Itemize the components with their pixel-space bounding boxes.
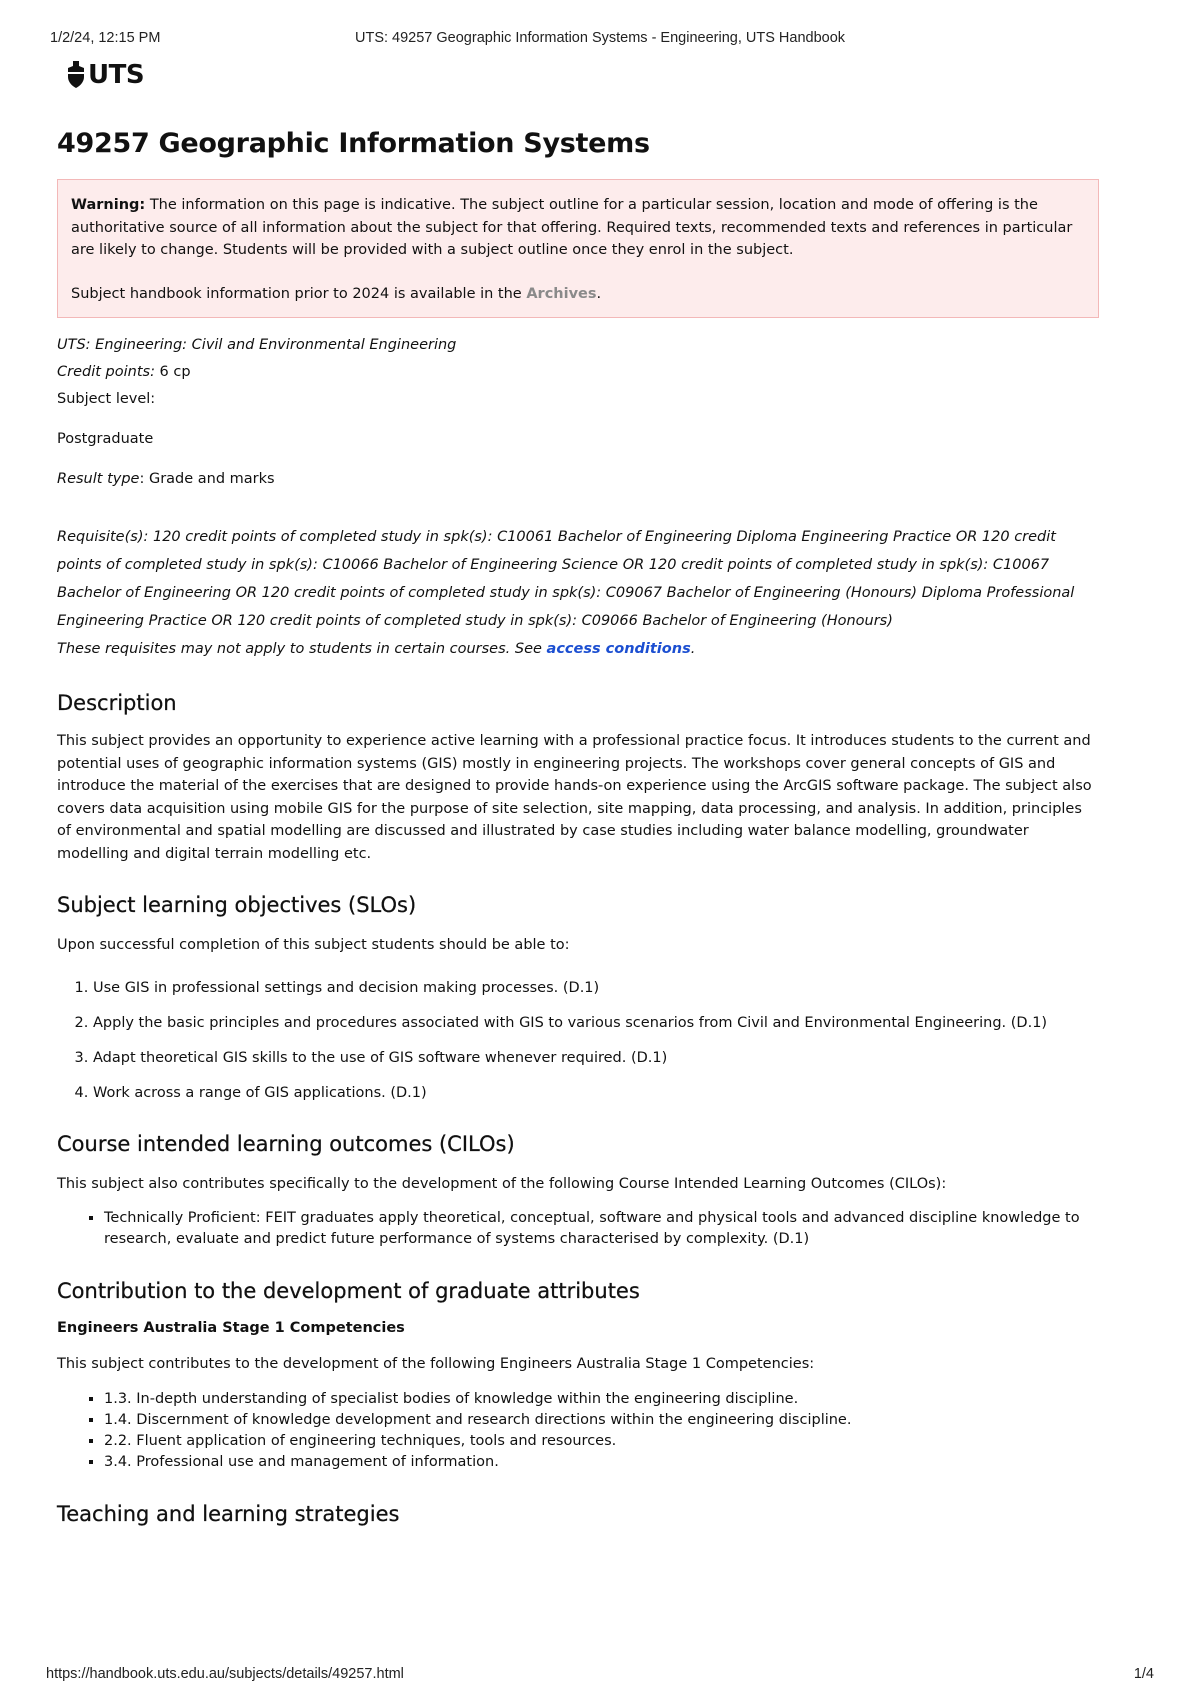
graduate-attributes-section [57,1276,1099,1473]
list-item: ▪ 1.4. Discernment of knowledge development and research directions within the engineering discipline. [104,1410,1099,1431]
warning-body: The information on this page is indicative. The subject outline for a particular session, location and mode of offering is the authoritative source of all information about the subject for that offering. Required texts, recommended texts and references in particular are likely to change. Students will be provided with a subject outline once they enrol in the subject. [71,197,1073,258]
cilo-intro: This subject also contributes specifically to the development of the following Course Intended Learning Outcomes (CILOs): [57,1175,947,1192]
print-doc-title: UTS: 49257 Geographic Information Systems - Engineering, UTS Handbook [354,30,846,46]
print-header [50,30,1150,50]
faculty-line [57,332,1099,359]
access-conditions-link[interactable]: access conditions [546,641,691,657]
main-content [57,124,1099,1529]
logo-text: UTS [88,60,145,90]
warning-text [71,194,1084,262]
credit-label: Credit points: [57,364,155,380]
requisites [57,523,1099,663]
level-label: Subject level: [57,391,156,407]
cilo-heading: Course intended learning outcomes (CILOs) [57,1131,515,1156]
list-item: 4. Work across a range of GIS applications. (D.1) [93,1083,1099,1104]
requisites-note-suffix: . [690,641,696,657]
warning-label: Warning: [71,197,146,213]
archives-link[interactable]: Archives [526,285,597,302]
warning-box [57,179,1099,318]
slo-heading: Subject learning objectives (SLOs) [57,893,417,917]
graduate-attributes-heading: Contribution to the development of graduate attributes [57,1279,640,1303]
cilo-list [57,1208,1099,1250]
page-number: 1/4 [1133,1666,1154,1682]
list-item: ▪ 3.4. Professional use and management of information. [104,1452,1099,1473]
credit-value: 6 cp [154,364,191,380]
description-heading: Description [57,691,177,715]
archive-suffix: . [596,285,602,302]
list-item: 3. Adapt theoretical GIS skills to the use of GIS software whenever required. (D.1) [93,1048,1099,1069]
result-label: Result type [57,471,140,487]
faculty: UTS: Engineering: Civil and Environmental Engineering [57,337,457,353]
result-line [57,466,1099,493]
list-item: ▪ Technically Proficient: FEIT graduates apply theoretical, conceptual, software and physical tools and advanced discipline knowledge to research, evaluate and predict future performance of systems characterised by complexity. (D.1) [104,1208,1099,1250]
competencies-subheading: Engineers Australia Stage 1 Competencies [57,1320,405,1336]
result-value: : Grade and marks [139,471,275,487]
slo-list [57,978,1099,1104]
print-footer [46,1666,1154,1686]
print-url: https://handbook.uts.edu.au/subjects/details/49257.html [46,1666,404,1682]
requisites-text: Requisite(s): 120 credit points of completed study in spk(s): C10061 Bachelor of Engineering Diploma Engineering Practice OR 120 credit points of completed study in spk(s): C10066 Bachelor of Engineering Science OR 120 credit points of completed study in spk(s): C10067 Bachelor of Engineering OR 120 credit points of completed study in spk(s): C09067 Bachelor of Engineering (Honours) Diploma Professional Engineering Practice OR 120 credit points of completed study in spk(s): C09066 Bachelor of Engineering (Honours) [57,529,1075,629]
requisites-note [57,635,1099,663]
archive-note [71,283,1084,306]
list-item: ▪ 2.2. Fluent application of engineering techniques, tools and resources. [104,1431,1099,1452]
credit-line [57,359,1099,386]
slo-section [57,890,1099,1104]
list-item: ▪ 1.3. In-depth understanding of specialist bodies of knowledge within the engineering discipline. [104,1389,1099,1410]
archive-prefix: Subject handbook information prior to 2024 is available in the [71,285,527,302]
requisites-note-prefix: These requisites may not apply to students in certain courses. See [57,641,547,657]
cilo-section [57,1129,1099,1251]
teaching-heading: Teaching and learning strategies [57,1501,400,1526]
level-value: Postgraduate [57,431,154,447]
print-datetime: 1/2/24, 12:15 PM [50,30,161,46]
description-text: This subject provides an opportunity to experience active learning with a professional practice focus. It introduces students to the current and potential uses of geographic information systems (GIS) mostly in engineering projects. The workshops cover general concepts of GIS and introduce the material of the exercises that are designed to provide hands-on experience using the ArcGIS software package. The subject also covers data acquisition using mobile GIS for the purpose of site selection, site mapping, data processing, and analysis. In addition, principles of environmental and spatial modelling are discussed and illustrated by case studies including water balance modelling, groundwater modelling and digital terrain modelling etc. [57,733,1092,862]
slo-intro: Upon successful completion of this subject students should be able to: [57,937,570,953]
uts-crest-icon [66,60,86,90]
uts-logo[interactable] [66,58,144,92]
description-section [57,688,1099,865]
competencies-intro: This subject contributes to the development of the following Engineers Australia Stage 1 Competencies: [57,1356,815,1372]
competencies-list [57,1389,1099,1473]
subject-meta [57,332,1099,493]
page-title: 49257 Geographic Information Systems [57,128,650,159]
teaching-section [57,1499,1099,1529]
list-item: 1. Use GIS in professional settings and decision making processes. (D.1) [93,978,1099,999]
list-item: 2. Apply the basic principles and procedures associated with GIS to various scenarios from Civil and Environmental Engineering. (D.1) [93,1013,1099,1034]
